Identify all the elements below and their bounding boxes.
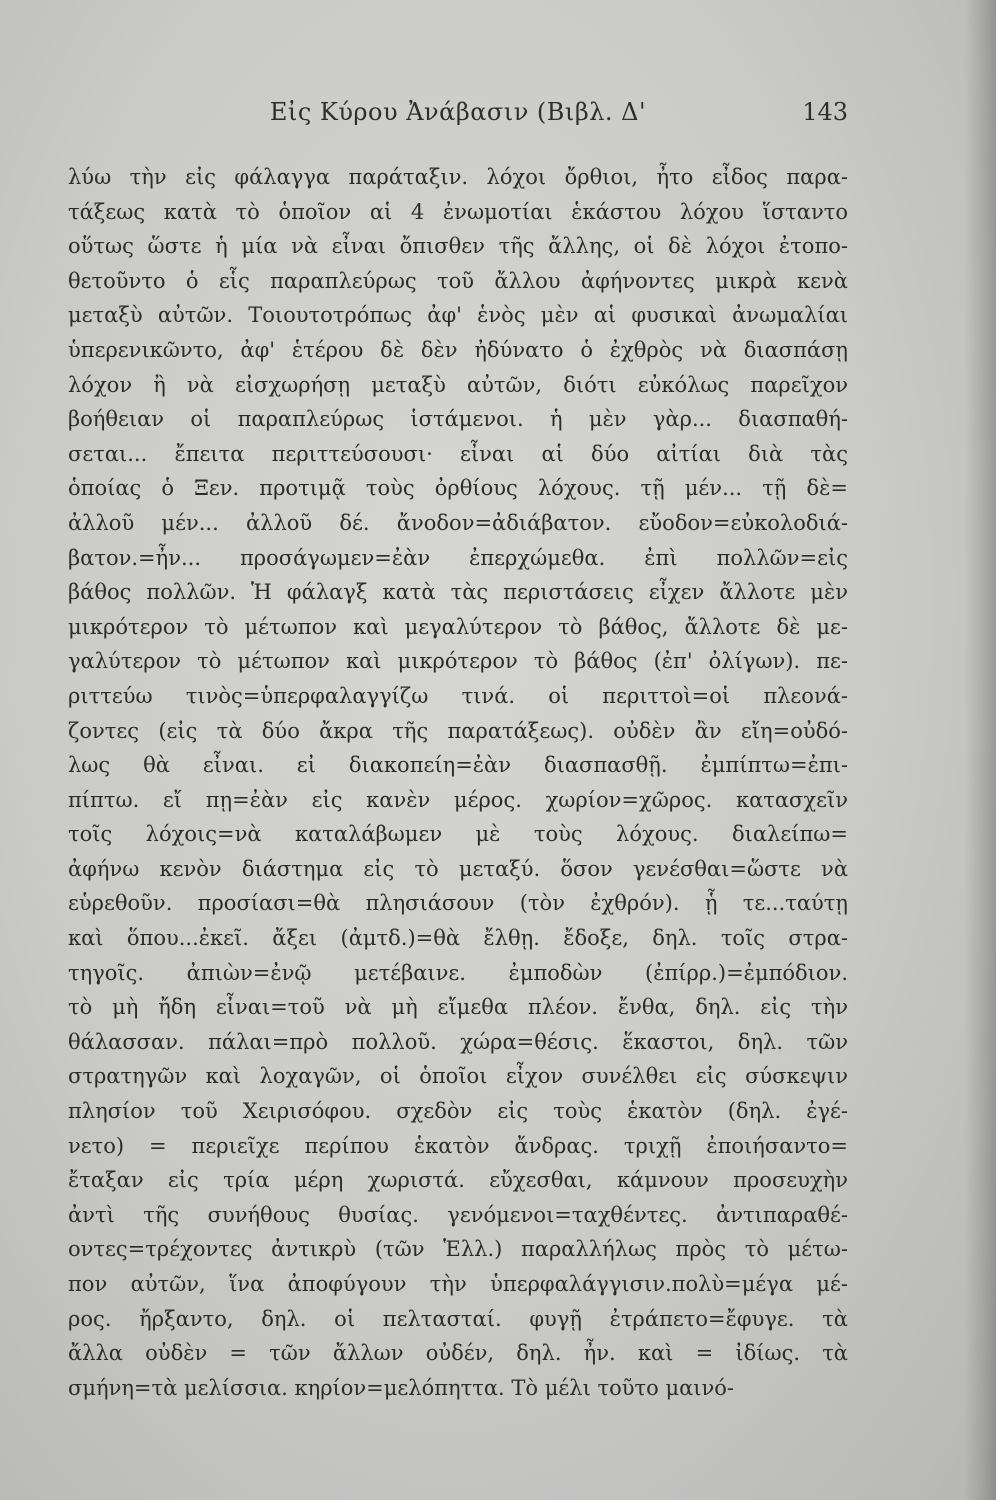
- text-line: λόχον ἢ νὰ εἰσχωρήσῃ μεταξὺ αὐτῶν, διότι εὐκόλως παρεῖχον: [68, 372, 848, 397]
- page-edge-shadow: [964, 0, 996, 1500]
- text-line: ριττεύω τινὸς=ὑπερφαλαγγίζω τινά. οἱ περιττοὶ=οἱ πλεονά-: [68, 683, 848, 708]
- text-line: βοήθειαν οἱ παραπλεύρως ἱστάμενοι. ἡ μὲν γὰρ... διασπαθή-: [68, 407, 848, 432]
- text-line: σεται... ἔπειτα περιττεύσουσι· εἶναι αἱ δύο αἰτίαι διὰ τὰς: [68, 441, 848, 466]
- text-line: ἔταξαν εἰς τρία μέρη χωριστά. εὔχεσθαι, κάμνουν προσευχὴν: [68, 1168, 848, 1193]
- text-line: σμήνη=τὰ μελίσσια. κηρίον=μελόπηττα. Τὸ μέλι τοῦτο μαινό-: [68, 1375, 735, 1400]
- text-line: βατον.=ἦν... προσάγωμεν=ἐὰν ἐπερχώμεθα. ἐπὶ πολλῶν=εἰς: [68, 545, 848, 570]
- text-line: βάθος πολλῶν. Ἡ φάλαγξ κατὰ τὰς περιστάσεις εἶχεν ἄλλοτε μὲν: [68, 580, 848, 605]
- page-header: [68, 98, 848, 138]
- running-head: Εἰς Κύρου Ἀνάβασιν (Βιβλ. Δ': [269, 98, 647, 126]
- text-line: θάλασσαν. πάλαι=πρὸ πολλοῦ. χώρα=θέσις. ἕκαστοι, δηλ. τῶν: [68, 1029, 848, 1054]
- text-line: λύω τὴν εἰς φάλαγγα παράταξιν. λόχοι ὄρθιοι, ἦτο εἶδος παρα-: [68, 165, 848, 189]
- text-line: ζοντες (εἰς τὰ δύο ἄκρα τῆς παρατάξεως). οὐδὲν ἂν εἴη=οὐδό-: [68, 718, 848, 743]
- text-line: ὁποίας ὁ Ξεν. προτιμᾷ τοὺς ὀρθίους λόχους. τῇ μέν... τῇ δὲ=: [68, 476, 848, 501]
- text-line: ὑπερενικῶντο, ἀφ' ἑτέρου δὲ δὲν ἠδύνατο ὁ ἐχθρὸς νὰ διασπάσῃ: [68, 337, 848, 362]
- text-line: στρατηγῶν καὶ λοχαγῶν, οἱ ὁποῖοι εἶχον συνέλθει εἰς σύσκεψιν: [68, 1064, 848, 1089]
- text-line: νετο) = περιεῖχε περίπου ἑκατὸν ἄνδρας. τριχῇ ἐποιήσαντο=: [68, 1133, 848, 1158]
- text-line: θετοῦντο ὁ εἷς παραπλεύρως τοῦ ἄλλου ἀφήνοντες μικρὰ κενὰ: [68, 268, 848, 293]
- page-number: 143: [802, 98, 848, 126]
- text-line: οὕτως ὥστε ἡ μία νὰ εἶναι ὄπισθεν τῆς ἄλλης, οἱ δὲ λόχοι ἐτοπο-: [68, 234, 848, 259]
- text-line: πίπτω. εἴ πῃ=ἐὰν εἰς κανὲν μέρος. χωρίον=χῶρος. κατασχεῖν: [68, 787, 848, 812]
- commentary-text: [68, 160, 848, 1405]
- text-line: οντες=τρέχοντες ἀντικρὺ (τῶν Ἑλλ.) παραλλήλως πρὸς τὸ μέτω-: [68, 1237, 848, 1262]
- text-line: πον αὐτῶν, ἵνα ἀποφύγουν τὴν ὑπερφαλάγγισιν.πολὺ=μέγα μέ-: [68, 1272, 848, 1296]
- text-line: γαλύτερον τὸ μέτωπον καὶ μικρότερον τὸ βάθος (ἐπ' ὀλίγων). πε-: [68, 649, 848, 674]
- text-line: ἄλλα οὐδὲν = τῶν ἄλλων οὐδέν, δηλ. ἦν. καὶ = ἰδίως. τὰ: [68, 1341, 848, 1366]
- text-line: τάξεως κατὰ τὸ ὁποῖον αἱ 4 ἐνωμοτίαι ἑκάστου λόχου ἵσταντο: [68, 199, 848, 224]
- text-line: τὸ μὴ ἤδη εἶναι=τοῦ νὰ μὴ εἴμεθα πλέον. ἔνθα, δηλ. εἰς τὴν: [68, 995, 848, 1020]
- text-line: ἀλλοῦ μέν... ἀλλοῦ δέ. ἄνοδον=ἀδιάβατον. εὔοδον=εὐκολοδιά-: [68, 510, 848, 535]
- text-line: πλησίον τοῦ Χειρισόφου. σχεδὸν εἰς τοὺς ἑκατὸν (δηλ. ἐγέ-: [68, 1099, 848, 1124]
- text-line: τηγοῖς. ἀπιὼν=ἐνῷ μετέβαινε. ἐμποδὼν (ἐπίρρ.)=ἐμπόδιον.: [68, 960, 848, 985]
- text-line: μικρότερον τὸ μέτωπον καὶ μεγαλύτερον τὸ βάθος, ἄλλοτε δὲ με-: [68, 614, 848, 639]
- text-line: ἀφήνω κενὸν διάστημα εἰς τὸ μεταξύ. ὅσον γενέσθαι=ὥστε νὰ: [68, 856, 848, 881]
- text-line: εὑρεθοῦν. προσίασι=θὰ πλησιάσουν (τὸν ἐχθρόν). ᾗ τε...ταύτῃ: [68, 891, 848, 916]
- text-line: ἀντὶ τῆς συνήθους θυσίας. γενόμενοι=ταχθέντες. ἀντιπαραθέ-: [68, 1202, 848, 1227]
- text-line: μεταξὺ αὐτῶν. Τοιουτοτρόπως ἀφ' ἑνὸς μὲν αἱ φυσικαὶ ἀνωμαλίαι: [68, 303, 848, 328]
- text-line: λως θὰ εἶναι. εἰ διακοπείη=ἐὰν διασπασθῇ. ἐμπίπτω=ἐπι-: [68, 753, 848, 778]
- text-line: ρος. ἤρξαντο, δηλ. οἱ πελτασταί. φυγῇ ἐτράπετο=ἔφυγε. τὰ: [68, 1306, 848, 1331]
- text-line: τοῖς λόχοις=νὰ καταλάβωμεν μὲ τοὺς λόχους. διαλείπω=: [68, 822, 848, 847]
- text-line: καὶ ὅπου...ἐκεῖ. ἄξει (ἀμτδ.)=θὰ ἔλθῃ. ἔδοξε, δηλ. τοῖς στρα-: [68, 926, 848, 951]
